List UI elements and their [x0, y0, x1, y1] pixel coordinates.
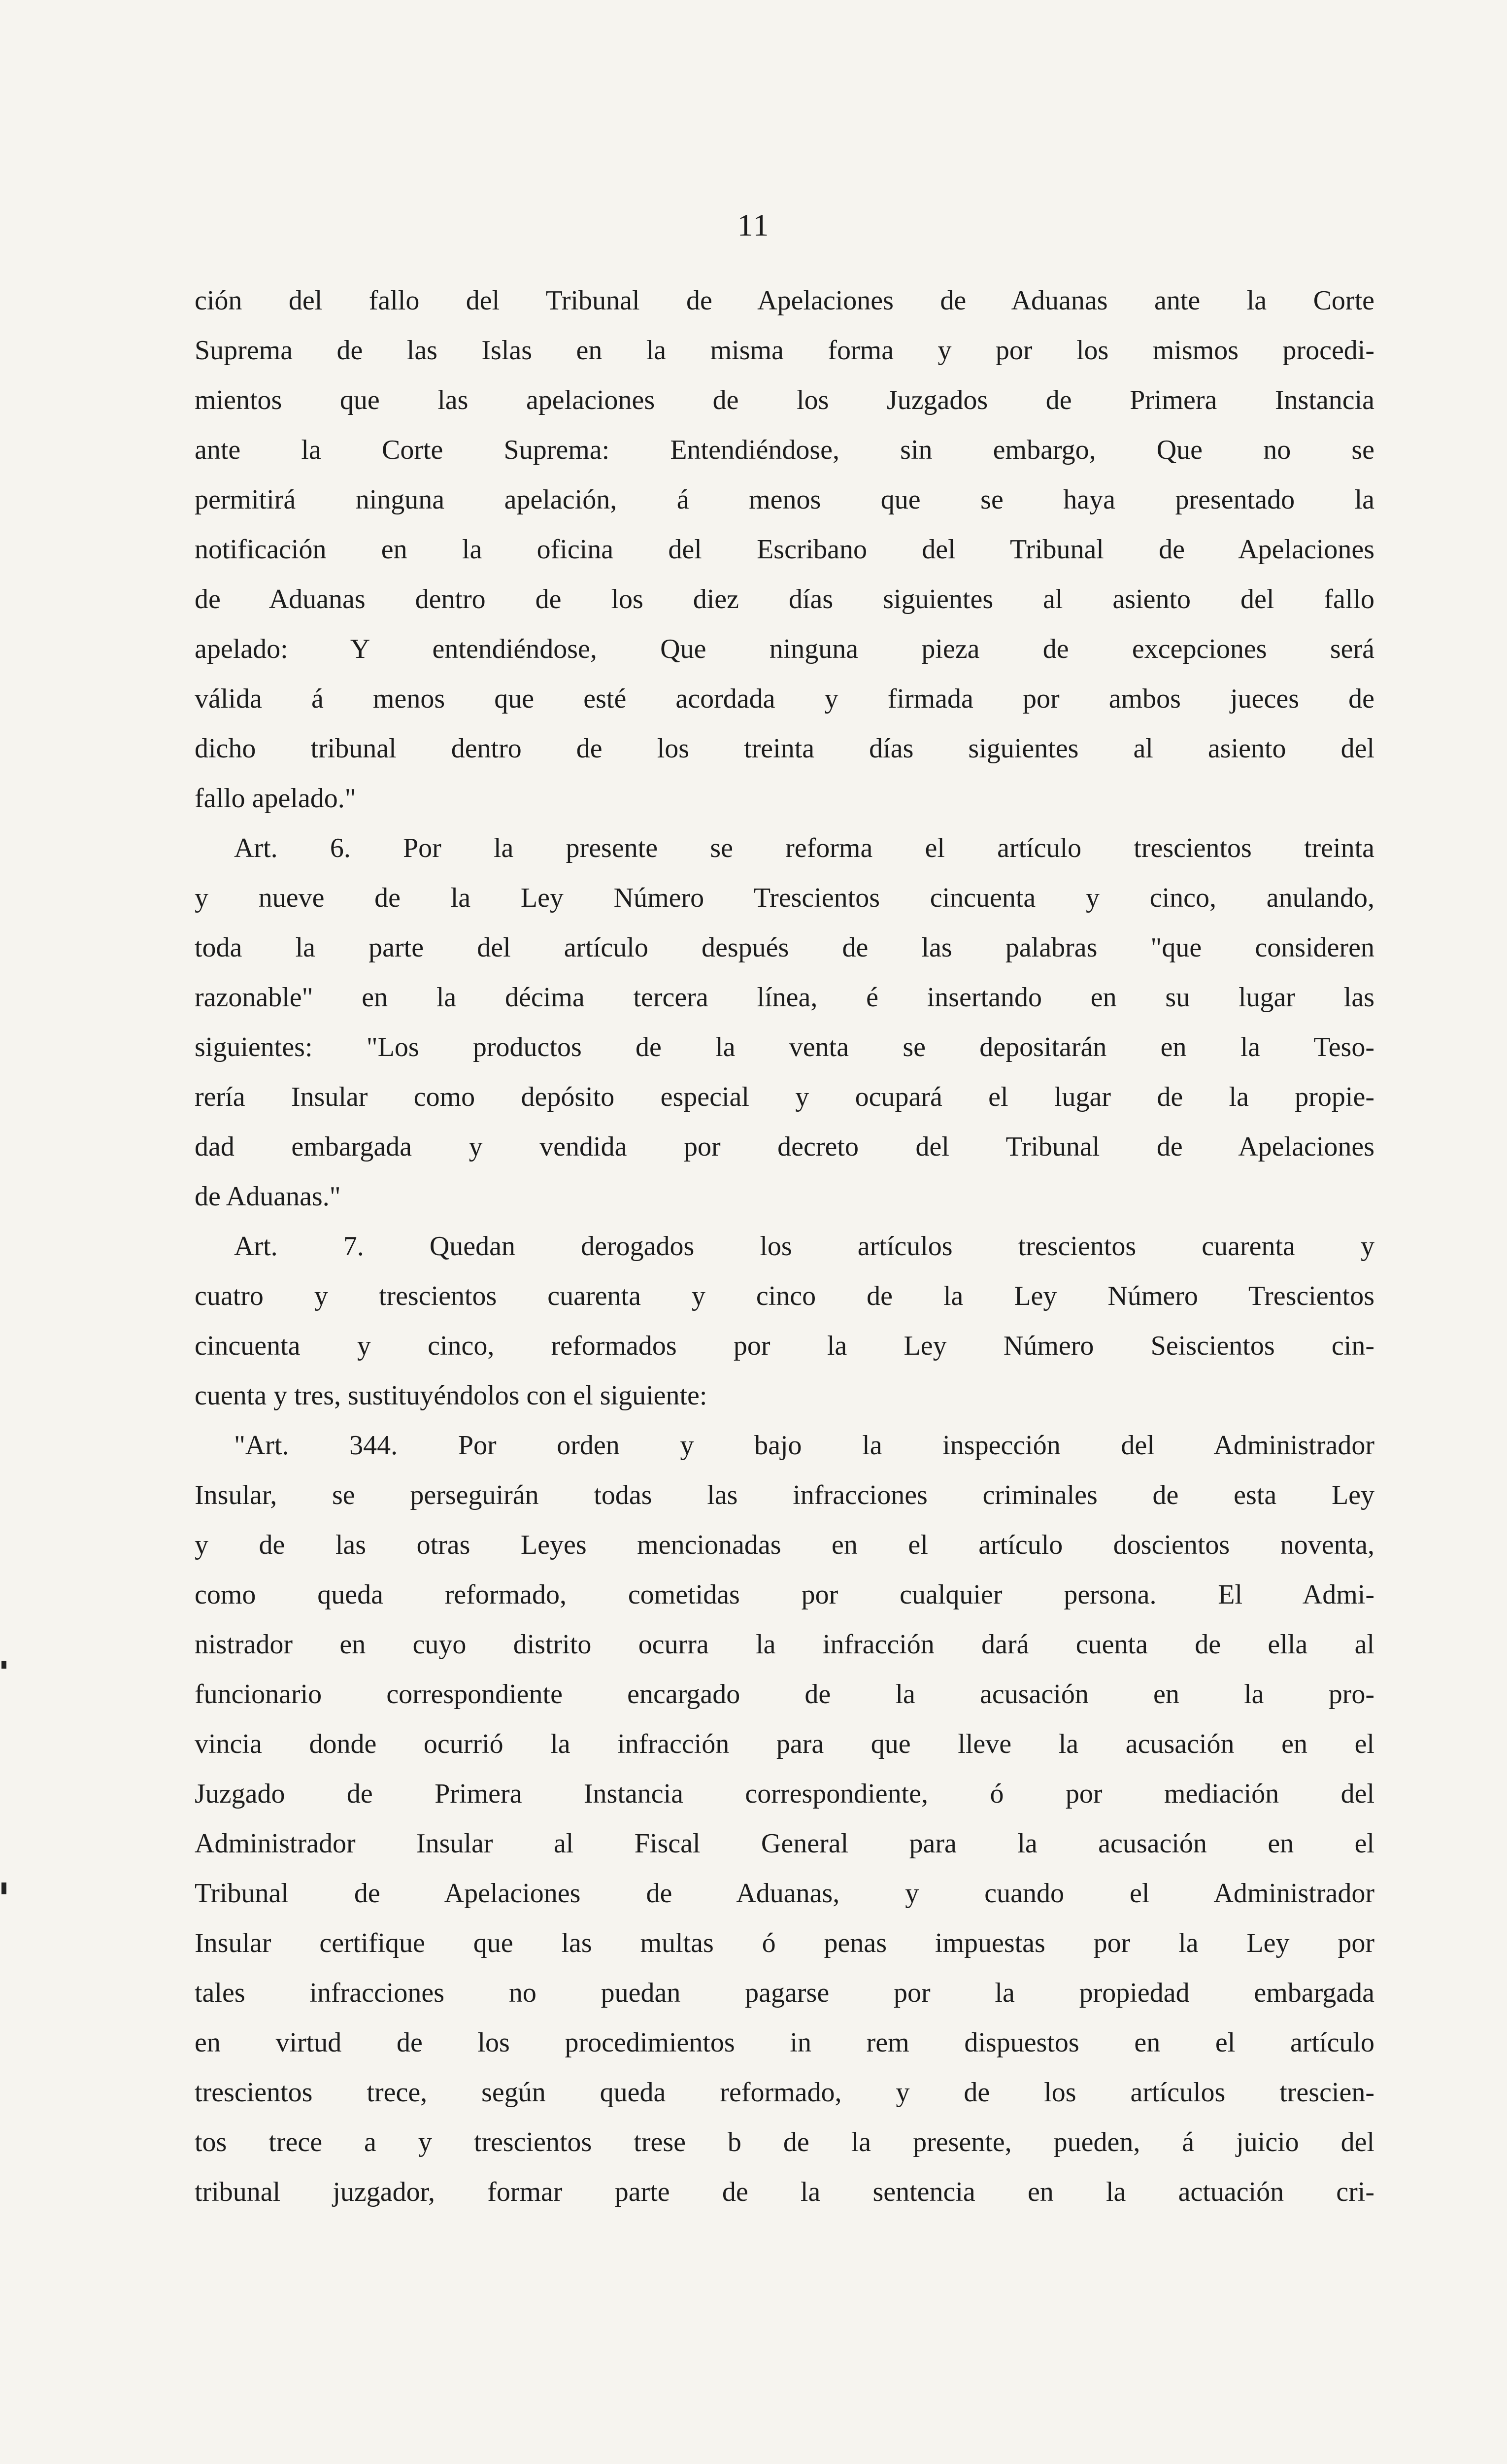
text-line: tales infracciones no puedan pagarse por la propiedad embargada: [195, 1978, 1374, 2008]
text-line: tribunal juzgador, formar parte de la sentencia en la actuación cri-: [195, 2177, 1374, 2207]
text-line: cuatro y trescientos cuarenta y cinco de la Ley Número Trescientos: [195, 1281, 1374, 1311]
text-line: tos trece a y trescientos trese b de la presente, pueden, á juicio del: [195, 2127, 1374, 2157]
text-line: en virtud de los procedimientos in rem dispuestos en el artículo: [195, 2027, 1374, 2058]
text-line: Insular certifique que las multas ó penas impuestas por la Ley por: [195, 1928, 1374, 1958]
text-line: rería Insular como depósito especial y ocupará el lugar de la propie-: [195, 1082, 1374, 1112]
text-line: Insular, se perseguirán todas las infracciones criminales de esta Ley: [195, 1480, 1374, 1510]
text-line: vincia donde ocurrió la infracción para que lleve la acusación en el: [195, 1729, 1374, 1759]
text-line: ción del fallo del Tribunal de Apelaciones de Aduanas ante la Corte: [195, 285, 1374, 316]
text-line: cincuenta y cinco, reformados por la Ley Número Seiscientos cin-: [195, 1331, 1374, 1361]
text-line: nistrador en cuyo distrito ocurra la infracción dará cuenta de ella al: [195, 1629, 1374, 1660]
text-line: ante la Corte Suprema: Entendiéndose, sin embargo, Que no se: [195, 435, 1374, 465]
page-number: 11: [737, 207, 770, 242]
text-line: trescientos trece, según queda reformado, y de los artículos trescien-: [195, 2077, 1374, 2108]
text-line: cuenta y tres, sustituyéndolos con el siguiente:: [195, 1380, 707, 1411]
text-line: dicho tribunal dentro de los treinta días siguientes al asiento del: [195, 733, 1374, 764]
text-line: funcionario correspondiente encargado de la acusación en la pro-: [195, 1679, 1374, 1710]
body-text: [195, 276, 1374, 2217]
text-line: Suprema de las Islas en la misma forma y por los mismos procedi-: [195, 335, 1374, 366]
text-line: Juzgado de Primera Instancia correspondiente, ó por mediación del: [195, 1779, 1374, 1809]
margin-mark: [1, 1661, 6, 1669]
text-line: Administrador Insular al Fiscal General para la acusación en el: [195, 1828, 1374, 1859]
text-line: razonable" en la décima tercera línea, é insertando en su lugar las: [195, 982, 1374, 1013]
text-line: Art. 7. Quedan derogados los artículos trescientos cuarenta y: [234, 1231, 1374, 1262]
text-line: y de las otras Leyes mencionadas en el artículo doscientos noventa,: [195, 1530, 1374, 1560]
margin-mark: [1, 1882, 6, 1894]
text-line: apelado: Y entendiéndose, Que ninguna pieza de excepciones será: [195, 634, 1374, 664]
text-line: válida á menos que esté acordada y firmada por ambos jueces de: [195, 684, 1374, 714]
text-line: dad embargada y vendida por decreto del Tribunal de Apelaciones: [195, 1131, 1374, 1162]
text-line: Tribunal de Apelaciones de Aduanas, y cuando el Administrador: [195, 1878, 1374, 1909]
text-line: toda la parte del artículo después de las palabras "que consideren: [195, 932, 1374, 963]
text-line: como queda reformado, cometidas por cualquier persona. El Admi-: [195, 1579, 1374, 1610]
text-line: mientos que las apelaciones de los Juzgados de Primera Instancia: [195, 385, 1374, 415]
text-line: "Art. 344. Por orden y bajo la inspección del Administrador: [234, 1430, 1374, 1461]
text-line: notificación en la oficina del Escribano del Tribunal de Apelaciones: [195, 534, 1374, 565]
text-line: permitirá ninguna apelación, á menos que se haya presentado la: [195, 484, 1374, 515]
text-line: Art. 6. Por la presente se reforma el artículo trescientos treinta: [234, 833, 1374, 863]
text-line: siguientes: "Los productos de la venta se depositarán en la Teso-: [195, 1032, 1374, 1062]
text-line: de Aduanas dentro de los diez días siguientes al asiento del fallo: [195, 584, 1374, 615]
text-line: fallo apelado.": [195, 783, 356, 814]
text-line: y nueve de la Ley Número Trescientos cincuenta y cinco, anulando,: [195, 883, 1374, 913]
text-line: de Aduanas.": [195, 1181, 341, 1212]
